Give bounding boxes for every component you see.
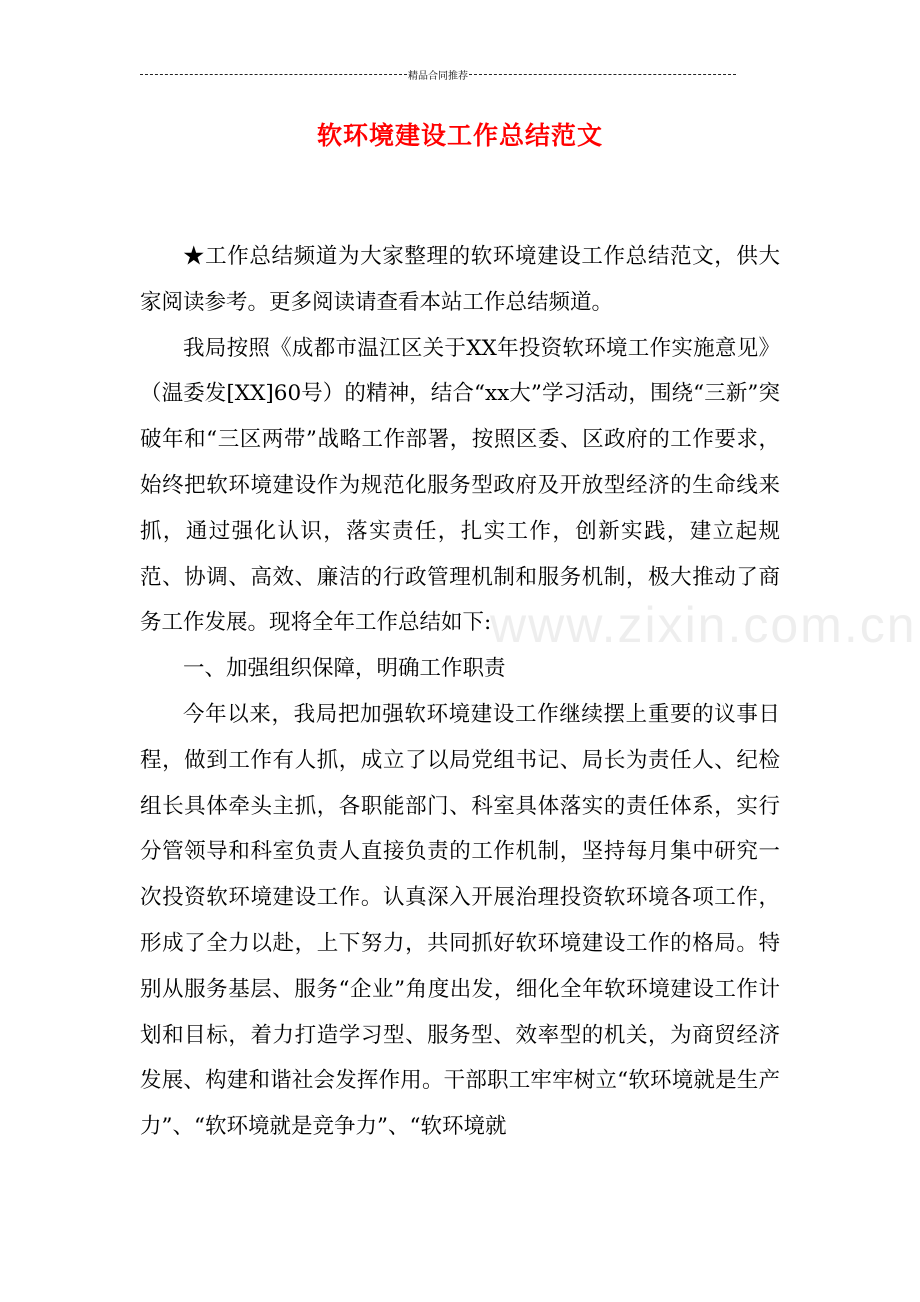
document-title: 软环境建设工作总结范文: [316, 121, 603, 150]
header-label: 精品合同推荐: [408, 70, 468, 82]
header-dash-right: [469, 74, 736, 75]
watermark: www.zixin.com.cn: [490, 597, 917, 653]
document-body: [140, 234, 780, 1150]
intro-paragraph: ★工作总结频道为大家整理的软环境建设工作总结范文，供大家阅读参考。更多阅读请查看本站工作总结频道。: [140, 244, 780, 315]
body-paragraph: 我局按照《成都市温江区关于XX年投资软环境工作实施意见》（温委发[XX]60号）的精神，结合“xx大”学习活动，围绕“三新”突破年和“三区两带”战略工作部署，按照区委、区政府的工作要求，始终把软环境建设作为规范化服务型政府及开放型经济的生命线来抓，通过强化认识，落实责任，扎实工作，创新实践，建立起规范、协调、高效、廉洁的行政管理机制和服务机制，极大推动了商务工作发展。现将全年工作总结如下:: [140, 335, 780, 636]
header-dash-left: [140, 74, 407, 75]
section-heading: 一、加强组织保障，明确工作职责: [183, 656, 506, 682]
body-paragraph: 今年以来，我局把加强软环境建设工作继续摆上重要的议事日程，做到工作有人抓，成立了以局党组书记、局长为责任人、纪检组长具体牵头主抓，各职能部门、科室具体落实的责任体系，实行分管领导和科室负责人直接负责的工作机制，坚持每月集中研究一次投资软环境建设工作。认真深入开展治理投资软环境各项工作，形成了全力以赴，上下努力，共同抓好软环境建设工作的格局。特别从服务基层、服务“企业”角度出发，细化全年软环境建设工作计划和目标，着力打造学习型、服务型、效率型的机关，为商贸经济发展、构建和谐社会发挥作用。干部职工牢牢树立“软环境就是生产力”、“软环境就是竞争力”、“软环境就: [140, 701, 780, 1140]
header-rule: [140, 66, 736, 82]
